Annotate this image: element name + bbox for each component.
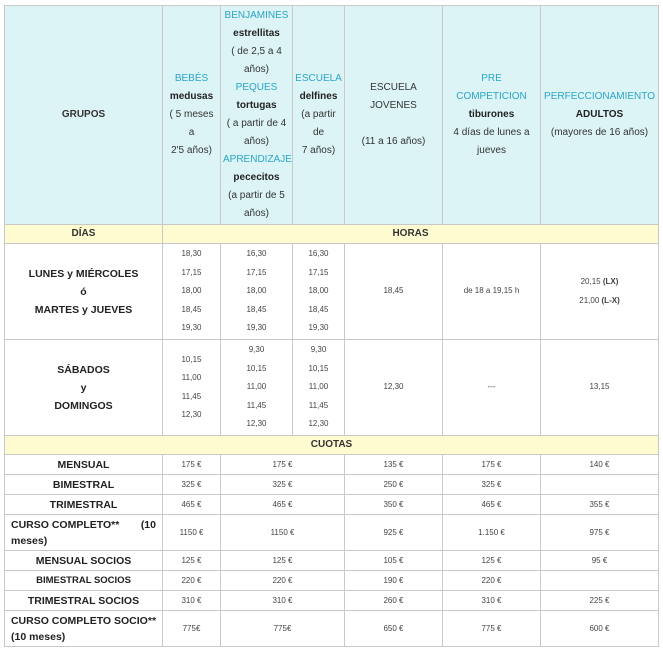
header-competicion xyxy=(443,6,541,225)
fee-value: 775€ xyxy=(221,611,345,647)
fee-value: 125 € xyxy=(163,551,221,571)
fee-value: 325 € xyxy=(221,475,345,495)
jovenes-times: 18,45 xyxy=(345,244,443,340)
fee-value: 775€ xyxy=(163,611,221,647)
fee-row xyxy=(5,591,659,611)
time-slot: 12,30 xyxy=(246,419,267,429)
fee-value: 105 € xyxy=(345,551,443,571)
days-label-line: DOMINGOS xyxy=(54,399,113,412)
fee-value: 350 € xyxy=(345,495,443,515)
time-slot: 19,30 xyxy=(246,323,267,333)
fee-row xyxy=(5,611,659,647)
header-row xyxy=(5,6,659,225)
fee-label-line: CURSO COMPLETO** xyxy=(11,518,120,531)
fee-value: 650 € xyxy=(345,611,443,647)
perfeccionamiento-age: (mayores de 16 años) xyxy=(550,127,649,138)
time-slot: 17,15 xyxy=(181,267,202,277)
dias-horas-row xyxy=(5,225,659,244)
header-jovenes xyxy=(345,6,443,225)
time-slot: 9,30 xyxy=(310,345,327,355)
header-bebes xyxy=(163,6,221,225)
fee-row xyxy=(5,551,659,571)
fee-value: 925 € xyxy=(345,515,443,551)
bebes-times xyxy=(163,244,221,340)
fee-label: BIMESTRAL xyxy=(5,475,163,495)
fee-label: MENSUAL xyxy=(5,455,163,475)
header-benjamines xyxy=(221,6,293,225)
fee-value: 310 € xyxy=(163,591,221,611)
time-slot: 11,00 xyxy=(181,373,202,382)
fee-value: 175 € xyxy=(443,455,541,475)
peques-age-line: años) xyxy=(243,136,269,147)
fee-value: 175 € xyxy=(221,455,345,475)
section-horas: HORAS xyxy=(163,225,659,244)
section-cuotas: CUOTAS xyxy=(5,436,659,455)
time-slot: 11,45 xyxy=(246,400,267,410)
jovenes-age: (11 a 16 años) xyxy=(361,136,426,147)
competicion-desc-line: 4 días de lunes a xyxy=(453,127,530,138)
aprendizaje-level: pececitos xyxy=(233,172,280,183)
time-slot: 18,00 xyxy=(181,286,202,296)
days-label-line: LUNES y MIÉRCOLES xyxy=(28,267,139,280)
aprendizaje-age-line: años) xyxy=(243,208,269,219)
bebes-name: BEBÉS xyxy=(174,73,209,84)
days-label-line: MARTES y JUEVES xyxy=(34,303,133,316)
time-slot: 12,30 xyxy=(308,419,329,429)
fee-row xyxy=(5,571,659,591)
fee-value: 225 € xyxy=(541,591,659,611)
aprendizaje-name: APRENDIZAJE xyxy=(223,154,292,165)
escuela-age-line: 7 años) xyxy=(301,145,336,156)
days-label-line: SÁBADOS xyxy=(57,363,110,376)
time-slot: 19,30 xyxy=(181,323,202,333)
peques-age-line: ( a partir de 4 xyxy=(226,118,287,129)
time-slot: 16,30 xyxy=(308,249,329,259)
fee-row xyxy=(5,515,659,551)
fee-value: 175 € xyxy=(163,455,221,475)
fee-label: TRIMESTRAL SOCIOS xyxy=(5,591,163,611)
fee-value: 465 € xyxy=(163,495,221,515)
cuotas-row xyxy=(5,436,659,455)
time-slot: 10,15 xyxy=(308,363,329,373)
fee-value: 310 € xyxy=(221,591,345,611)
time-slot: 21,00 xyxy=(579,295,600,305)
section-dias: DÍAS xyxy=(5,225,163,244)
schedule-row xyxy=(5,244,659,340)
fee-label-line: (10 meses) xyxy=(11,630,66,643)
fee-value: 600 € xyxy=(541,611,659,647)
fee-label-line: meses) xyxy=(11,534,48,547)
jovenes-name-line: ESCUELA xyxy=(370,82,417,93)
escuela-name: ESCUELA xyxy=(295,73,342,84)
schedule-days-label xyxy=(5,244,163,340)
fee-value xyxy=(541,571,659,591)
fee-value: 465 € xyxy=(443,495,541,515)
fee-label: TRIMESTRAL xyxy=(5,495,163,515)
perfeccionamiento-name: PERFECCIONAMIENTO xyxy=(544,91,655,102)
escuela-times xyxy=(293,340,345,436)
competicion-name-line: COMPETICION xyxy=(456,91,527,102)
time-slot: 18,45 xyxy=(181,304,202,314)
jovenes-times: 12,30 xyxy=(345,340,443,436)
escuela-age-line: (a partir de xyxy=(301,109,336,138)
time-slot: 17,15 xyxy=(308,267,329,277)
time-slot: 16,30 xyxy=(246,249,267,259)
fee-label xyxy=(5,515,163,551)
schedule-row xyxy=(5,340,659,436)
fee-value: 135 € xyxy=(345,455,443,475)
schedule-table xyxy=(4,5,659,647)
fee-value: 220 € xyxy=(221,571,345,591)
days-label-line: ó xyxy=(80,285,87,298)
fee-value: 125 € xyxy=(443,551,541,571)
escuela-times xyxy=(293,244,345,340)
benjamines-age-line: ( de 2,5 a 4 xyxy=(231,46,282,57)
fee-value xyxy=(541,475,659,495)
time-slot: 11,45 xyxy=(181,391,202,401)
time-slot: 12,30 xyxy=(181,410,202,419)
fee-value: 325 € xyxy=(443,475,541,495)
fee-row xyxy=(5,455,659,475)
fee-value: 775 € xyxy=(443,611,541,647)
bebes-times xyxy=(163,340,221,436)
adultos-times: 13,15 xyxy=(541,340,659,436)
jovenes-name-line: JOVENES xyxy=(370,100,417,111)
header-escuela xyxy=(293,6,345,225)
time-slot: 18,00 xyxy=(246,286,267,296)
fee-value: 95 € xyxy=(541,551,659,571)
fee-value: 310 € xyxy=(443,591,541,611)
benjamines-times xyxy=(221,340,293,436)
peques-name: PEQUES xyxy=(235,82,278,93)
schedule-days-label xyxy=(5,340,163,436)
fee-value: 220 € xyxy=(443,571,541,591)
time-slot: 11,00 xyxy=(308,382,329,392)
bebes-age-line: 2'5 años) xyxy=(171,145,212,156)
fee-value: 140 € xyxy=(541,455,659,475)
time-slot: 10,15 xyxy=(246,363,267,373)
benjamines-times xyxy=(221,244,293,340)
time-slot: 19,30 xyxy=(308,323,329,333)
perfeccionamiento-level: ADULTOS xyxy=(575,109,624,120)
fee-value: 250 € xyxy=(345,475,443,495)
header-perfeccionamiento xyxy=(541,6,659,225)
time-slot: 11,45 xyxy=(308,400,329,410)
fee-value: 975 € xyxy=(541,515,659,551)
aprendizaje-age-line: (a partir de 5 xyxy=(228,190,285,201)
time-slot: 18,00 xyxy=(308,286,329,296)
bebes-age-line: ( 5 meses xyxy=(169,109,214,120)
fee-label xyxy=(5,611,163,647)
fee-value: 260 € xyxy=(345,591,443,611)
fee-value: 125 € xyxy=(221,551,345,571)
time-days: (LX) xyxy=(602,277,619,286)
time-slot: 18,45 xyxy=(246,304,267,314)
time-slot: 17,15 xyxy=(246,267,267,277)
benjamines-level: estrellitas xyxy=(233,28,280,39)
fee-row xyxy=(5,495,659,515)
fee-value: 220 € xyxy=(163,571,221,591)
fee-label: BIMESTRAL SOCIOS xyxy=(5,571,163,591)
fee-label-line: (10 xyxy=(140,518,156,531)
time-slot: 18,30 xyxy=(181,249,202,259)
competicion-name-line: PRE xyxy=(481,73,502,84)
competicion-times: --- xyxy=(443,340,541,436)
bebes-age-line: a xyxy=(188,127,195,138)
adultos-times xyxy=(541,244,659,340)
competicion-times: de 18 a 19,15 h xyxy=(443,244,541,340)
benjamines-age-line: años) xyxy=(243,64,269,75)
escuela-level: delfines xyxy=(299,91,338,102)
fee-value: 325 € xyxy=(163,475,221,495)
time-slot: 18,45 xyxy=(308,304,329,314)
benjamines-name: BENJAMINES xyxy=(224,10,289,21)
fee-value: 1150 € xyxy=(163,515,221,551)
peques-level: tortugas xyxy=(236,100,277,111)
fee-value: 465 € xyxy=(221,495,345,515)
time-slot: 10,15 xyxy=(181,354,202,364)
fee-row xyxy=(5,475,659,495)
time-slot: 20,15 xyxy=(580,277,601,286)
competicion-desc-line: jueves xyxy=(477,145,506,156)
fee-value: 355 € xyxy=(541,495,659,515)
fee-label: MENSUAL SOCIOS xyxy=(5,551,163,571)
time-days: (L-X) xyxy=(601,295,620,305)
competicion-level: tiburones xyxy=(468,109,515,120)
bebes-level: medusas xyxy=(169,91,214,102)
header-grupos: GRUPOS xyxy=(5,6,163,225)
fee-value: 1.150 € xyxy=(443,515,541,551)
time-slot: 11,00 xyxy=(246,382,267,392)
days-label-line: y xyxy=(80,381,87,394)
fee-value: 190 € xyxy=(345,571,443,591)
fee-label-line: CURSO COMPLETO SOCIO** xyxy=(10,614,157,627)
time-slot: 9,30 xyxy=(248,345,265,355)
fee-value: 1150 € xyxy=(221,515,345,551)
